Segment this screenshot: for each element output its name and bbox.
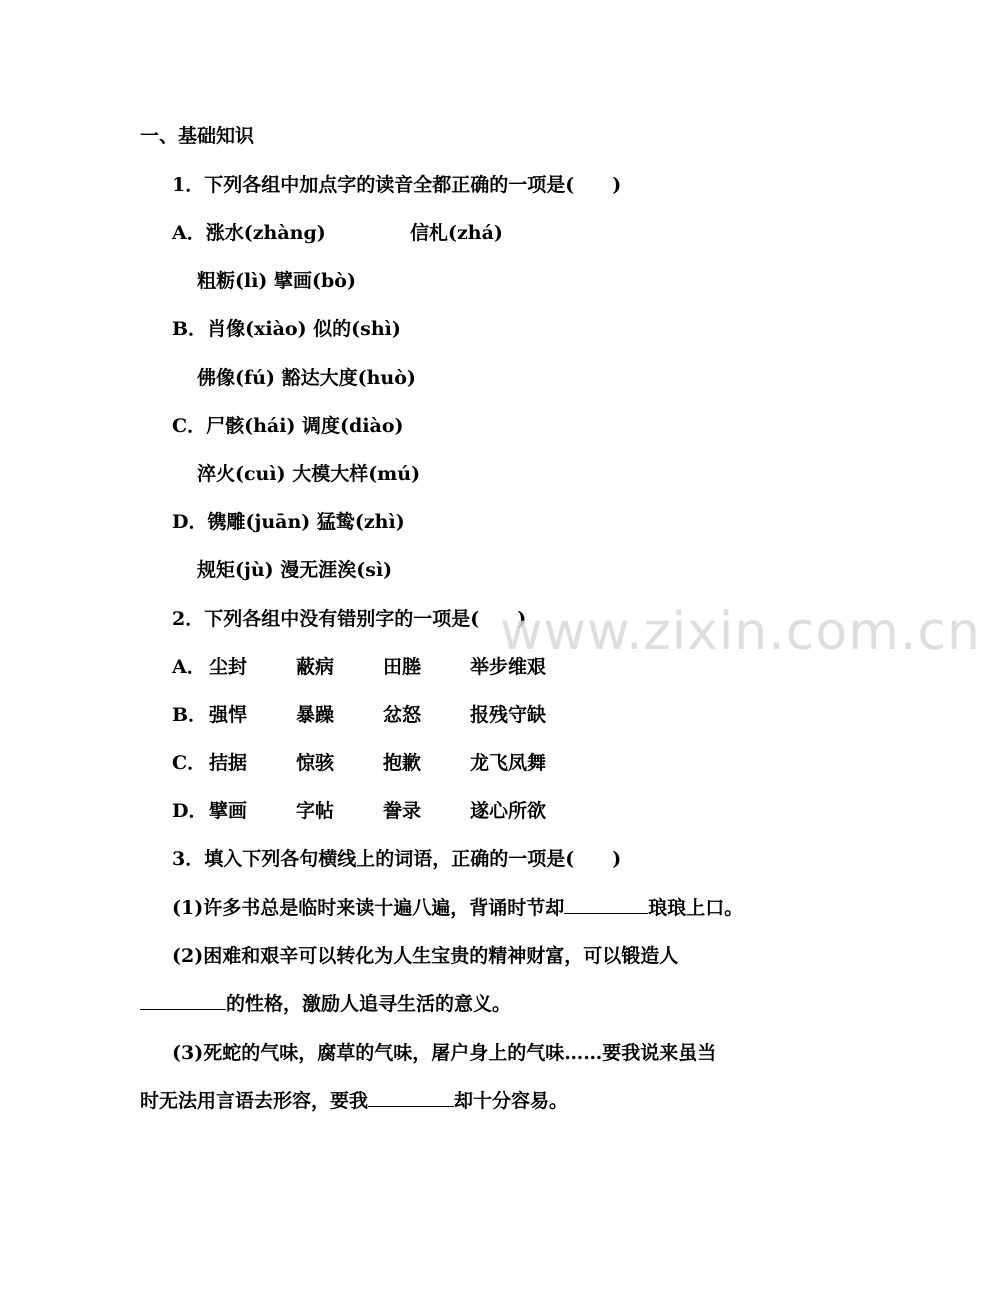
q1-a-word-1: 涨水(zhànɡ): [205, 222, 326, 244]
q2-option-a-letter: A．: [172, 656, 206, 678]
q1-a-word-2: 信札(zhá): [410, 222, 503, 244]
q1-option-a-line2: 粗粝(lì) 擘画(bò): [197, 270, 356, 292]
q3-sentence-3-line1: (3)死蛇的气味，腐草的气味，屠户身上的气味……要我说来虽当: [172, 1042, 717, 1064]
q2-d-word: 字帖: [296, 800, 335, 822]
q1-option-a-line1: [172, 220, 326, 246]
q2-c-word: 拮据: [209, 752, 248, 774]
q2-a-word: 举步维艰: [470, 656, 547, 678]
q3-s3-text: 时无法用言语去形容，要我: [140, 1090, 369, 1112]
q2-b-word: 报残守缺: [470, 704, 547, 726]
q2-d-word: 誊录: [383, 800, 422, 822]
option-letter: D．: [172, 511, 208, 533]
q3-sentence-2-line1: (2)困难和艰辛可以转化为人生宝贵的精神财富，可以锻造人: [172, 945, 679, 967]
q3-s2-text-end: 的性格，激励人追寻生活的意义。: [226, 993, 512, 1015]
q2-d-word: 擘画: [209, 800, 248, 822]
question-1-stem: 1．下列各组中加点字的读音全都正确的一项是( ): [172, 174, 622, 196]
q3-s3-text-end: 却十分容易。: [454, 1090, 569, 1112]
q2-a-word: 田塍: [383, 656, 422, 678]
q2-option-d-letter: D．: [172, 800, 208, 822]
q2-d-word: 遂心所欲: [470, 800, 547, 822]
q3-sentence-3-line2: [140, 1088, 568, 1114]
option-letter: B．: [172, 318, 208, 340]
option-letter: C．: [172, 415, 207, 437]
q1-option-b-line1: [172, 316, 401, 342]
q3-sentence-1: [172, 895, 743, 921]
q2-a-word: 蔽病: [296, 656, 335, 678]
q3-sentence-2-line2: [140, 991, 511, 1017]
q1-d-words-1: 镌雕(juān) 猛鸷(zhì): [207, 511, 405, 533]
q1-b-words-1: 肖像(xiào) 似的(shì): [207, 318, 401, 340]
site-watermark: www.zixin.com.cn: [500, 602, 981, 662]
q2-c-word: 龙飞凤舞: [470, 752, 547, 774]
q1-option-c-line1: [172, 413, 404, 439]
question-3-stem: 3．填入下列各句横线上的词语，正确的一项是( ): [172, 848, 622, 870]
q1-option-b-line2: 佛像(fú) 豁达大度(huò): [197, 367, 416, 389]
q2-option-c-letter: C．: [172, 752, 207, 774]
q1-option-c-line2: 淬火(cuì) 大模大样(mú): [197, 463, 421, 485]
section-title: 一、基础知识: [140, 125, 255, 147]
q2-c-word: 惊骇: [296, 752, 335, 774]
q2-c-word: 抱歉: [383, 752, 422, 774]
q2-b-word: 忿怒: [383, 704, 422, 726]
fill-blank: [140, 991, 226, 1010]
q1-option-d-line1: [172, 509, 405, 535]
fill-blank: [564, 895, 648, 914]
question-2-stem: 2．下列各组中没有错别字的一项是( ): [172, 608, 527, 630]
q2-a-word: 尘封: [209, 656, 248, 678]
q3-s1-text: (1)许多书总是临时来读十遍八遍，背诵时节却: [172, 897, 565, 919]
q2-b-word: 暴躁: [296, 704, 335, 726]
q2-option-b-letter: B．: [172, 704, 208, 726]
q3-s1-text-end: 琅琅上口。: [648, 897, 744, 919]
fill-blank: [368, 1088, 454, 1107]
option-letter: A．: [172, 222, 206, 244]
q2-b-word: 强悍: [209, 704, 248, 726]
q1-option-d-line2: 规矩(jù) 漫无涯涘(sì): [197, 559, 393, 581]
q1-c-words-1: 尸骸(hái) 调度(diào): [206, 415, 404, 437]
